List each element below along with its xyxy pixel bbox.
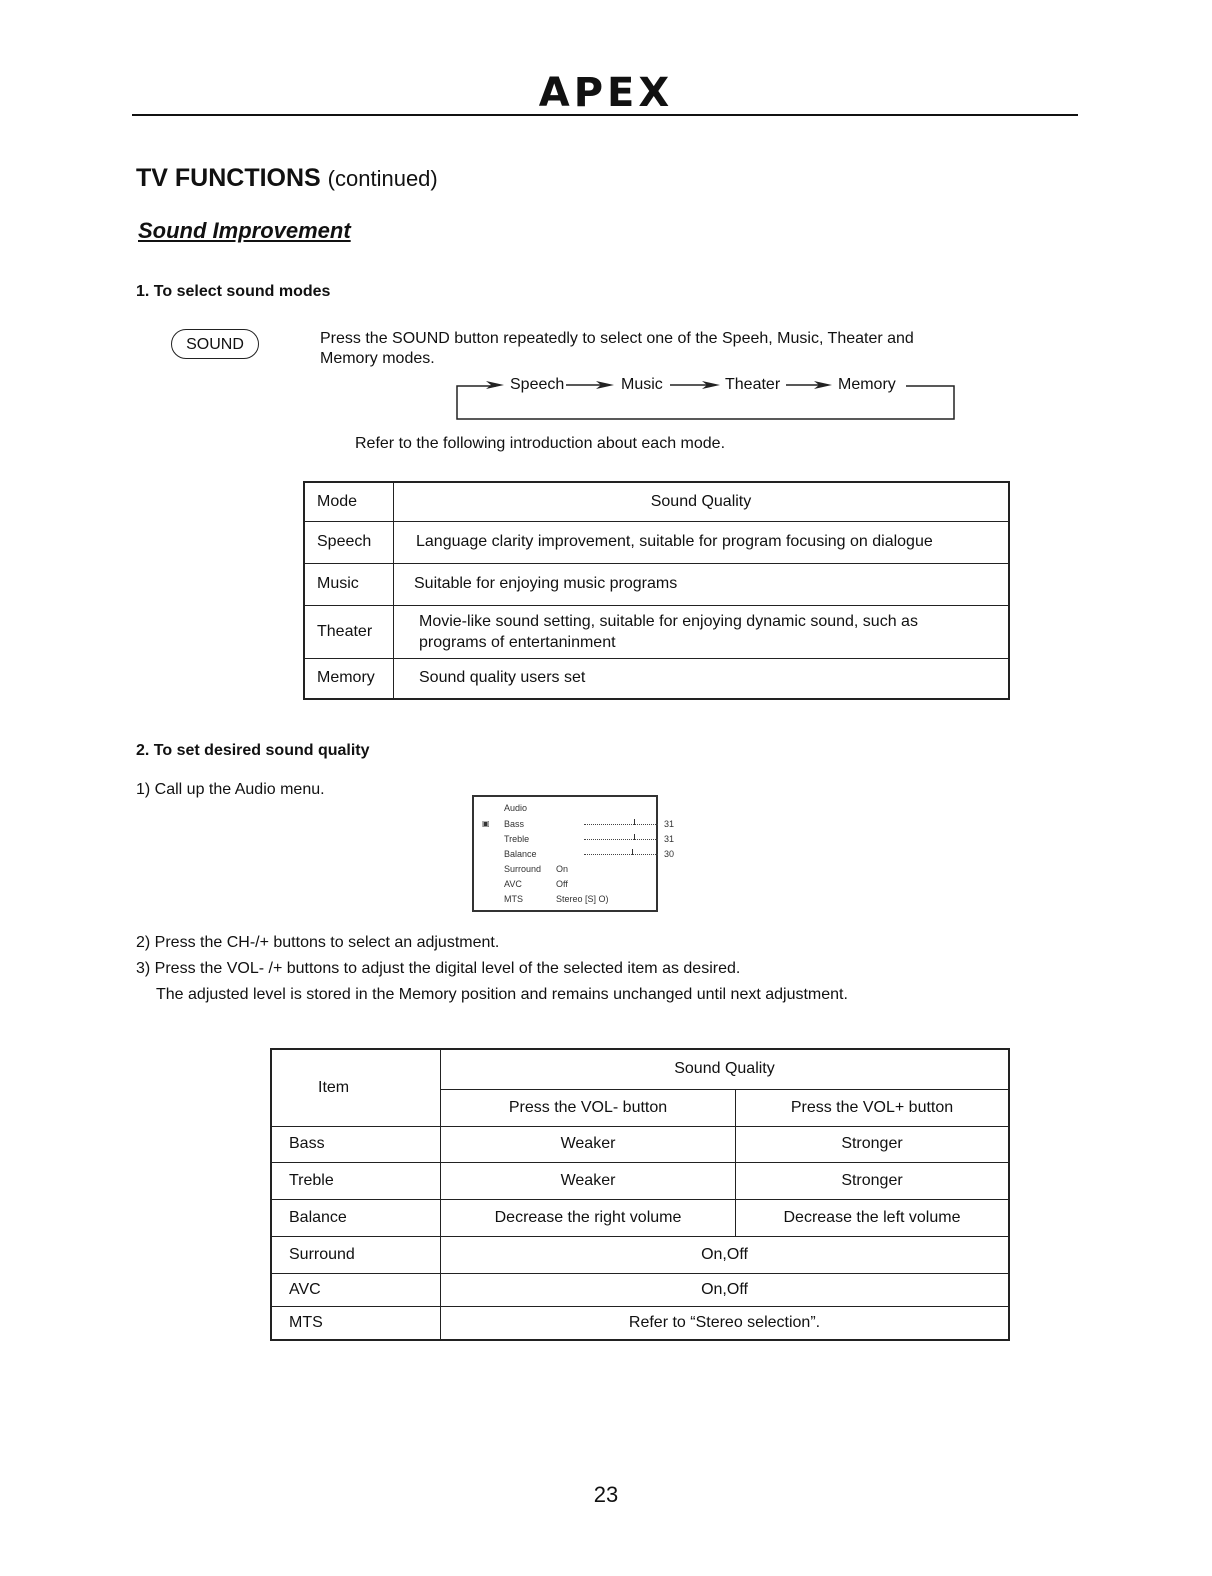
combined-cell: On,Off [441,1236,1010,1273]
item-cell: AVC [271,1273,441,1306]
step2-sub1: 1) Call up the Audio menu. [136,781,325,798]
step1-instruction-line1: Press the SOUND button repeatedly to select one of the Speeh, Music, Theater and [320,330,914,347]
step2-sub3: 3) Press the VOL- /+ buttons to adjust the digital level of the selected item as desired. [136,960,741,977]
audio-menu-title: Audio [504,803,528,813]
header-rule [132,114,1078,116]
step2-sub3-cont: The adjusted level is stored in the Memory position and remains unchanged until next adjustment. [156,986,848,1003]
page-title [136,164,438,193]
vol-minus-cell: Weaker [441,1126,736,1162]
table-row [304,482,1009,521]
cycle-theater: Theater [725,376,781,393]
step2-title: 2. To set desired sound quality [136,742,370,759]
table-row [271,1162,1009,1199]
table-row [271,1306,1009,1340]
section-subtitle: (continued) [327,166,438,191]
section-title: TV FUNCTIONS [136,164,321,192]
step1-title: 1. To select sound modes [136,283,331,300]
mode-header: Mode [304,482,394,521]
level-tick [634,834,635,840]
quality-line: Movie-like sound setting, suitable for enjoying dynamic sound, such as [419,612,918,630]
sound-button-icon: SOUND [171,329,259,359]
level-bar [584,854,658,855]
table-row [271,1199,1009,1236]
table-row [304,563,1009,605]
vol-minus-header: Press the VOL- button [441,1089,736,1126]
combined-cell: Refer to “Stereo selection”. [441,1306,1010,1340]
quality-cell [394,605,1010,658]
sound-quality-header: Sound Quality [441,1049,1010,1089]
vol-plus-header: Press the VOL+ button [736,1089,1010,1126]
item-cell: Surround [271,1236,441,1273]
cycle-music: Music [621,376,663,393]
refer-text: Refer to the following introduction about each mode. [355,435,726,452]
step2-sub2: 2) Press the CH-/+ buttons to select an adjustment. [136,934,500,951]
quality-cell: Sound quality users set [394,658,1010,699]
audio-menu-item: MTS Stereo [S] O) [504,894,609,904]
table-row [271,1273,1009,1306]
quality-table [270,1048,1010,1341]
sound-quality-header: Sound Quality [394,482,1010,521]
audio-menu-item: Treble 31 [504,834,675,844]
item-header: Item [271,1049,441,1126]
item-cell: Bass [271,1126,441,1162]
vol-plus-cell: Stronger [736,1126,1010,1162]
quality-cell: Suitable for enjoying music programs [394,563,1010,605]
step1-instruction-line2: Memory modes. [320,350,435,367]
audio-menu-item: Surround On [504,864,569,874]
mode-table [303,481,1010,700]
section-heading: Sound Improvement [138,218,351,243]
item-cell: MTS [271,1306,441,1340]
item-cell: Balance [271,1199,441,1236]
audio-menu-item: Balance 30 [504,849,675,859]
level-bar [584,824,658,825]
quality-cell: Language clarity improvement, suitable for program focusing on dialogue [394,521,1010,563]
quality-line: programs of entertaninment [419,633,616,651]
mode-cell: Memory [304,658,394,699]
mode-cell: Theater [304,605,394,658]
audio-menu-item: AVC Off [504,879,568,889]
step1-instruction [320,329,914,369]
audio-menu-item: Bass 31 [504,819,675,829]
vol-plus-cell: Stronger [736,1162,1010,1199]
cycle-memory: Memory [838,376,896,393]
vol-plus-cell: Decrease the left volume [736,1199,1010,1236]
mode-cycle-diagram [456,374,956,420]
combined-cell: On,Off [441,1273,1010,1306]
page-number: 23 [593,1482,619,1507]
level-tick [634,819,635,825]
apex-logo: APEX [538,70,674,116]
audio-menu-screen [472,795,675,912]
mode-cell: Music [304,563,394,605]
level-tick [632,849,633,855]
table-row [304,658,1009,699]
selector-icon: ▣ [482,819,490,828]
item-cell: Treble [271,1162,441,1199]
table-row [271,1049,1009,1089]
table-row [304,521,1009,563]
table-row [304,605,1009,658]
cycle-speech: Speech [510,376,565,393]
level-bar [584,839,658,840]
table-row [271,1236,1009,1273]
vol-minus-cell: Decrease the right volume [441,1199,736,1236]
mode-cell: Speech [304,521,394,563]
table-row [271,1126,1009,1162]
vol-minus-cell: Weaker [441,1162,736,1199]
